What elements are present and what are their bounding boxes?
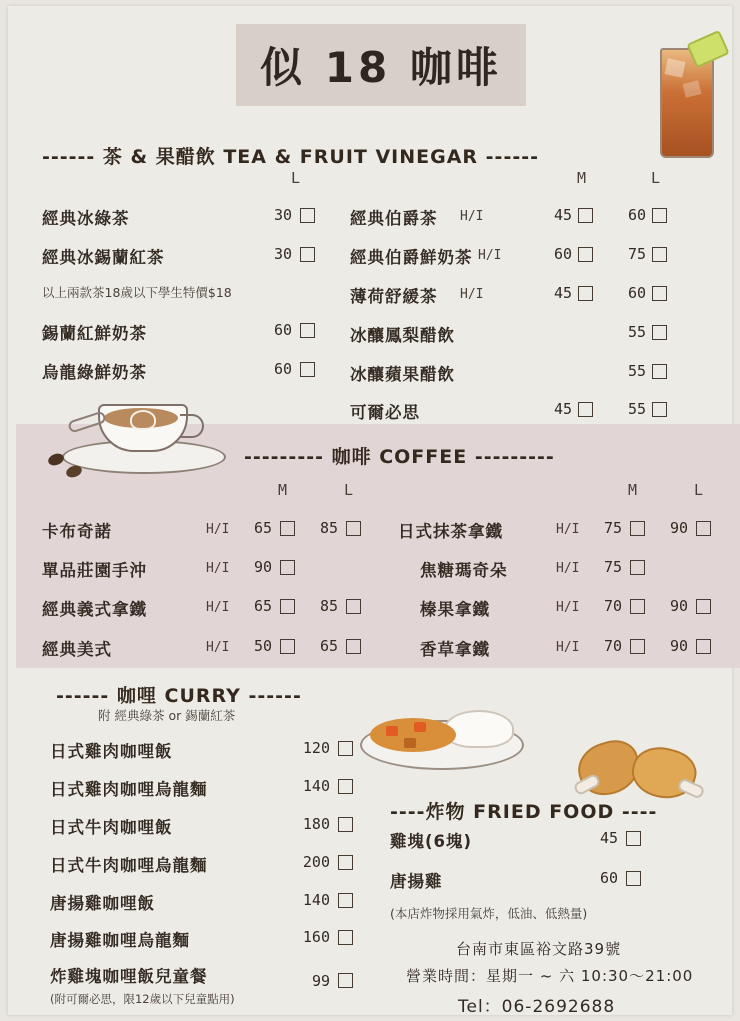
cup-handle-shape <box>180 414 204 438</box>
order-checkbox[interactable] <box>338 741 353 756</box>
menu-item-name: 經典伯爵茶 <box>350 209 438 228</box>
menu-item-price: 60 <box>273 360 292 378</box>
menu-item-name: 薄荷舒緩茶 <box>350 287 438 306</box>
shop-telephone[interactable]: Tel：06-2692688 <box>458 997 616 1017</box>
tea-right-col-header-m: M <box>577 169 587 187</box>
order-checkbox[interactable] <box>300 247 315 262</box>
menu-item-name: 錫蘭紅鮮奶茶 <box>42 324 147 343</box>
menu-item-name: 單品莊園手沖 <box>42 561 147 580</box>
menu-item-name: 雞塊(6塊) <box>390 832 473 851</box>
ice-cube-icon <box>665 58 686 77</box>
menu-item-price: 140 <box>302 777 330 795</box>
carrot-icon <box>404 738 416 748</box>
order-checkbox[interactable] <box>338 855 353 870</box>
rice-shape <box>444 710 514 748</box>
menu-item-price-l: 55 <box>627 400 646 418</box>
fried-food-note: (本店炸物採用氣炸，低油、低熱量) <box>390 906 588 921</box>
menu-page <box>8 6 732 1015</box>
menu-item-price: 160 <box>302 928 330 946</box>
menu-item-price-m: 45 <box>553 400 572 418</box>
order-checkbox[interactable] <box>626 871 641 886</box>
menu-item-name: 日式雞肉咖哩飯 <box>50 742 173 761</box>
order-checkbox[interactable] <box>346 599 361 614</box>
menu-item-price: 60 <box>599 869 618 887</box>
order-checkbox[interactable] <box>652 325 667 340</box>
menu-item-price-l: 60 <box>627 206 646 224</box>
coffee-right-col-header-m: M <box>628 481 638 499</box>
tea-left-col-header: L <box>291 169 301 187</box>
order-checkbox[interactable] <box>280 521 295 536</box>
coffee-right-col-header-l: L <box>694 481 704 499</box>
menu-item-name: 炸雞塊咖哩飯兒童餐 <box>50 967 208 986</box>
carrot-icon <box>414 722 426 732</box>
shop-hours: 營業時間：星期一 ~ 六 10:30～21:00 <box>406 967 694 985</box>
order-checkbox[interactable] <box>338 973 353 988</box>
fried-chicken-illustration <box>574 734 704 802</box>
menu-item-temp: H/I <box>206 600 230 615</box>
order-checkbox[interactable] <box>346 639 361 654</box>
order-checkbox[interactable] <box>338 930 353 945</box>
menu-item-name: 經典伯爵鮮奶茶 <box>350 248 473 267</box>
menu-item-price-m: 65 <box>253 519 272 537</box>
curry-subnote: 附 經典綠茶 or 錫蘭紅茶 <box>98 708 236 723</box>
menu-item-price: 60 <box>273 321 292 339</box>
menu-item-temp: H/I <box>206 640 230 655</box>
menu-item-price-l: 55 <box>627 323 646 341</box>
tea-right-col-header-l: L <box>651 169 661 187</box>
shop-address: 台南市東區裕文路39號 <box>456 940 622 958</box>
order-checkbox[interactable] <box>346 521 361 536</box>
menu-item-price-l: 65 <box>319 637 338 655</box>
order-checkbox[interactable] <box>300 208 315 223</box>
order-checkbox[interactable] <box>630 599 645 614</box>
order-checkbox[interactable] <box>578 247 593 262</box>
order-checkbox[interactable] <box>578 286 593 301</box>
chicken-bone-shape <box>676 777 705 799</box>
tea-student-note: 以上兩款茶18歲以下學生特價$18 <box>42 285 232 300</box>
menu-item-name: 焦糖瑪奇朵 <box>420 561 508 580</box>
curry-plate-illustration <box>360 706 520 768</box>
coffee-section-heading: --------- 咖啡 COFFEE --------- <box>244 446 555 468</box>
menu-item-price: 200 <box>302 853 330 871</box>
order-checkbox[interactable] <box>696 639 711 654</box>
menu-item-price-m: 45 <box>553 284 572 302</box>
order-checkbox[interactable] <box>578 208 593 223</box>
order-checkbox[interactable] <box>280 599 295 614</box>
menu-item-temp: H/I <box>556 522 580 537</box>
menu-item-price-l: 90 <box>669 597 688 615</box>
carrot-icon <box>386 726 398 736</box>
menu-item-price-m: 45 <box>553 206 572 224</box>
order-checkbox[interactable] <box>300 323 315 338</box>
menu-item-price-l: 85 <box>319 519 338 537</box>
order-checkbox[interactable] <box>300 362 315 377</box>
menu-item-price-l: 90 <box>669 519 688 537</box>
menu-item-name: 可爾必思 <box>350 403 420 422</box>
coffee-cup-illustration <box>42 398 232 476</box>
order-checkbox[interactable] <box>652 364 667 379</box>
menu-item-price-m: 70 <box>603 597 622 615</box>
menu-item-temp: H/I <box>206 561 230 576</box>
tea-section-heading: ------ 茶 & 果醋飲 TEA & FRUIT VINEGAR ------ <box>42 146 539 168</box>
menu-item-temp: H/I <box>460 209 484 224</box>
menu-item-name: 冰釀蘋果醋飲 <box>350 365 455 384</box>
menu-item-price-l: 90 <box>669 637 688 655</box>
menu-item-name: 卡布奇諾 <box>42 522 112 541</box>
page-title: 似 18 咖啡 <box>260 43 502 92</box>
menu-item-name: 烏龍綠鮮奶茶 <box>42 363 147 382</box>
order-checkbox[interactable] <box>280 639 295 654</box>
menu-item-price: 120 <box>302 739 330 757</box>
curry-section-heading: ------ 咖哩 CURRY ------ <box>56 685 302 707</box>
order-checkbox[interactable] <box>652 208 667 223</box>
menu-item-name: 香草拿鐵 <box>420 640 490 659</box>
order-checkbox[interactable] <box>630 560 645 575</box>
menu-item-price: 30 <box>273 206 292 224</box>
menu-item-price: 30 <box>273 245 292 263</box>
menu-item-price-m: 75 <box>603 558 622 576</box>
menu-item-name: 唐揚雞咖哩烏龍麵 <box>50 931 190 950</box>
menu-item-name: 日式牛肉咖哩烏龍麵 <box>50 856 208 875</box>
menu-item-price-m: 50 <box>253 637 272 655</box>
kids-meal-note: (附可爾必思，限12歲以下兒童點用) <box>50 992 235 1006</box>
menu-item-price-l: 55 <box>627 362 646 380</box>
order-checkbox[interactable] <box>280 560 295 575</box>
order-checkbox[interactable] <box>652 402 667 417</box>
latte-art-icon <box>130 410 156 430</box>
menu-item-name: 經典冰錫蘭紅茶 <box>42 248 165 267</box>
menu-item-price-l: 75 <box>627 245 646 263</box>
menu-item-price-m: 75 <box>603 519 622 537</box>
menu-item-name: 唐揚雞咖哩飯 <box>50 894 155 913</box>
menu-item-name: 經典美式 <box>42 640 112 659</box>
menu-item-temp: H/I <box>556 640 580 655</box>
order-checkbox[interactable] <box>630 639 645 654</box>
order-checkbox[interactable] <box>696 599 711 614</box>
order-checkbox[interactable] <box>626 831 641 846</box>
order-checkbox[interactable] <box>338 893 353 908</box>
menu-item-price-m: 90 <box>253 558 272 576</box>
menu-item-name: 日式雞肉咖哩烏龍麵 <box>50 780 208 799</box>
fried-section-heading: ----炸物 FRIED FOOD ---- <box>390 801 658 823</box>
menu-item-price: 45 <box>599 829 618 847</box>
menu-item-price-l: 60 <box>627 284 646 302</box>
order-checkbox[interactable] <box>652 286 667 301</box>
menu-item-name: 唐揚雞 <box>390 872 443 891</box>
menu-item-temp: H/I <box>460 287 484 302</box>
menu-item-price-m: 60 <box>553 245 572 263</box>
menu-item-name: 經典義式拿鐵 <box>42 600 147 619</box>
coffee-left-col-header-l: L <box>344 481 354 499</box>
menu-item-price: 180 <box>302 815 330 833</box>
menu-item-price: 99 <box>311 972 330 990</box>
menu-item-temp: H/I <box>556 561 580 576</box>
menu-item-name: 日式抹茶拿鐵 <box>398 522 503 541</box>
order-checkbox[interactable] <box>652 247 667 262</box>
coffee-left-col-header-m: M <box>278 481 288 499</box>
menu-item-temp: H/I <box>556 600 580 615</box>
menu-item-name: 日式牛肉咖哩飯 <box>50 818 173 837</box>
order-checkbox[interactable] <box>630 521 645 536</box>
menu-item-temp: H/I <box>478 248 502 263</box>
menu-item-price-l: 85 <box>319 597 338 615</box>
order-checkbox[interactable] <box>338 779 353 794</box>
order-checkbox[interactable] <box>696 521 711 536</box>
menu-item-name: 冰釀鳳梨醋飲 <box>350 326 455 345</box>
menu-item-price: 140 <box>302 891 330 909</box>
menu-item-name: 榛果拿鐵 <box>420 600 490 619</box>
order-checkbox[interactable] <box>578 402 593 417</box>
order-checkbox[interactable] <box>338 817 353 832</box>
menu-item-price-m: 65 <box>253 597 272 615</box>
menu-item-temp: H/I <box>206 522 230 537</box>
menu-item-price-m: 70 <box>603 637 622 655</box>
iced-drink-illustration <box>654 30 726 160</box>
menu-item-name: 經典冰綠茶 <box>42 209 130 228</box>
